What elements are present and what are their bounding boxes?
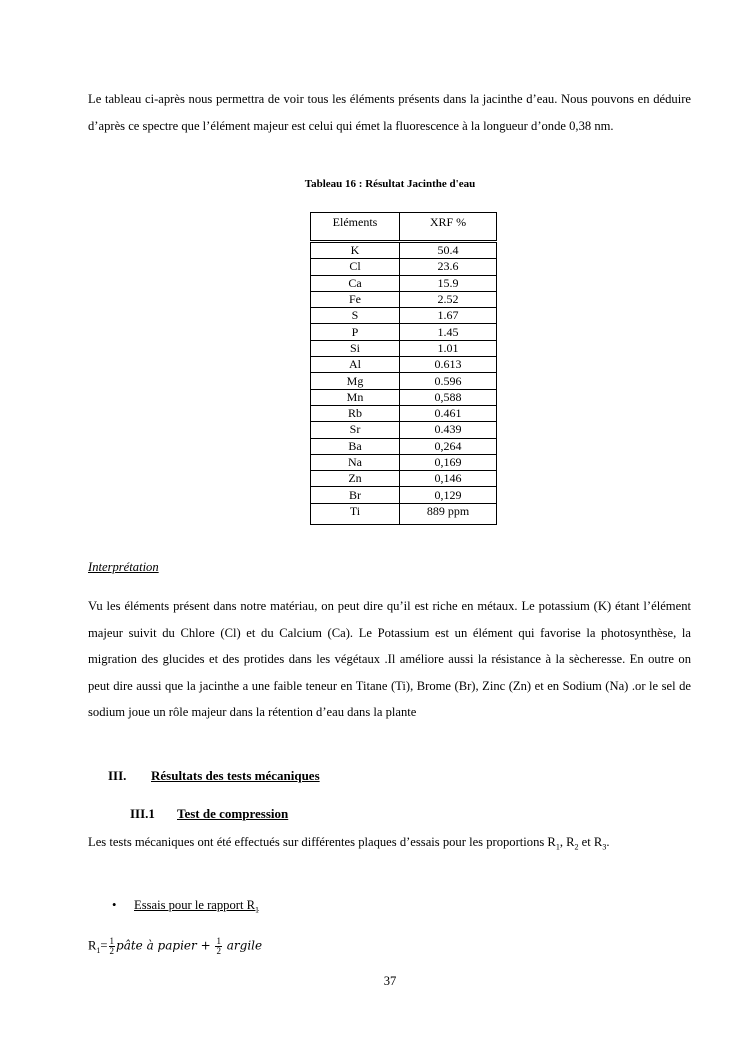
table-row [311,357,497,373]
table-cell-element: K [311,242,400,259]
table-body [311,242,497,525]
table-cell-xrf: 0.461 [400,405,497,421]
table-row [311,373,497,389]
table-cell-element: Ba [311,438,400,454]
formula-term2: argile [222,938,263,953]
bullet-item-r1 [112,898,259,915]
table-header-row [311,213,497,242]
section-title: Résultats des tests mécaniques [151,768,320,783]
fraction-1-den: 2 [109,946,115,956]
table-header-xrf: XRF % [400,213,497,242]
table-cell-element: Mg [311,373,400,389]
bullet-sub: 1 [255,905,260,915]
table-row [311,324,497,340]
table-row [311,291,497,307]
table-row [311,487,497,503]
table-header-elements: Eléments [311,213,400,242]
section-number: III. [108,768,127,783]
fraction-1-num: 1 [109,936,115,946]
bullet-label: Essais pour le rapport R [134,898,256,912]
table-cell-xrf: 0,264 [400,438,497,454]
sub-r3: 3 [602,842,607,852]
table-cell-element: Sr [311,422,400,438]
table-row [311,340,497,356]
formula-r1 [88,937,262,956]
table-cell-xrf: 50.4 [400,242,497,259]
fraction-2-den: 2 [216,946,221,956]
table-cell-xrf: 2.52 [400,291,497,307]
table-cell-element: Cl [311,259,400,275]
table-row [311,503,497,524]
table-row [311,471,497,487]
table-cell-xrf: 23.6 [400,259,497,275]
interpretation-heading: Interprétation [88,560,159,574]
table-cell-xrf: 0.613 [400,357,497,373]
table-row [311,259,497,275]
bullet-icon: • [112,898,117,912]
table-row [311,308,497,324]
table-row [311,275,497,291]
table-cell-xrf: 0.439 [400,422,497,438]
table-cell-element: Fe [311,291,400,307]
table-cell-element: P [311,324,400,340]
results-table [310,212,497,525]
sub-r1: 1 [555,842,560,852]
table-cell-element: Si [311,340,400,356]
subsection-number: III.1 [130,806,155,821]
table-cell-element: Rb [311,405,400,421]
tests-text-end: . [606,835,610,849]
table-cell-xrf: 1.67 [400,308,497,324]
table-cell-xrf: 0,169 [400,454,497,470]
interpretation-paragraph: Vu les éléments présent dans notre matériau, on peut dire qu’il est riche en métaux. Le potassium (K) étant l’élément majeur suivit du Chlore (Cl) et du Calcium (Ca). Le Potassium est un élément qui favorise la photosynthèse, la migration des glucides et des protides dans les végétaux .Il améliore aussi la résistance à la sècheresse. En outre on peut dire aussi que la jacinthe a une faible teneur en Titane (Ti), Brome (Br), Zinc (Zn) et en Sodium (Na) .or le sel de sodium joue un rôle majeur dans la rétention d’eau dans la plante [88,599,691,719]
table-cell-element: Zn [311,471,400,487]
tests-text-mid2: et R [578,835,603,849]
table-row [311,422,497,438]
subsection-title: Test de compression [177,806,289,821]
formula-term1: pâte à papier + [116,938,215,953]
table-cell-element: Br [311,487,400,503]
formula-lhs: R [88,938,97,953]
table-cell-xrf: 0,588 [400,389,497,405]
table-cell-xrf: 15.9 [400,275,497,291]
formula-lhs-sub: 1 [96,945,101,955]
table-cell-xrf: 889 ppm [400,503,497,524]
table-cell-xrf: 1.01 [400,340,497,356]
table-row [311,454,497,470]
table-cell-xrf: 1.45 [400,324,497,340]
table-cell-element: Ti [311,503,400,524]
intro-paragraph: Le tableau ci-après nous permettra de voir tous les éléments présents dans la jacinthe d’eau. Nous pouvons en déduire d’après ce spectre que l’élément majeur est celui qui émet la fluorescence à la longueur d’onde 0,38 nm. [88,92,691,133]
table-row [311,242,497,259]
subsection-heading-III-1 [130,806,288,822]
tests-text-mid1: , R [559,835,575,849]
section-heading-III [108,768,320,784]
table-row [311,389,497,405]
fraction-1 [109,937,116,956]
sub-r2: 2 [574,842,579,852]
page-number: 37 [383,974,397,988]
table-cell-element: Al [311,357,400,373]
table-cell-element: Mn [311,389,400,405]
table-cell-element: S [311,308,400,324]
table-cell-element: Na [311,454,400,470]
tests-paragraph [88,829,691,861]
formula-eq: = [100,938,108,953]
table-cell-xrf: 0,129 [400,487,497,503]
table-row [311,438,497,454]
table-cell-xrf: 0.596 [400,373,497,389]
fraction-2 [215,937,222,956]
fraction-2-num: 1 [216,936,221,946]
tests-text: Les tests mécaniques ont été effectués sur différentes plaques d’essais pour les proportions R [88,835,556,849]
table-caption: Tableau 16 : Résultat Jacinthe d'eau [304,178,476,190]
table-cell-element: Ca [311,275,400,291]
table-row [311,405,497,421]
table-cell-xrf: 0,146 [400,471,497,487]
